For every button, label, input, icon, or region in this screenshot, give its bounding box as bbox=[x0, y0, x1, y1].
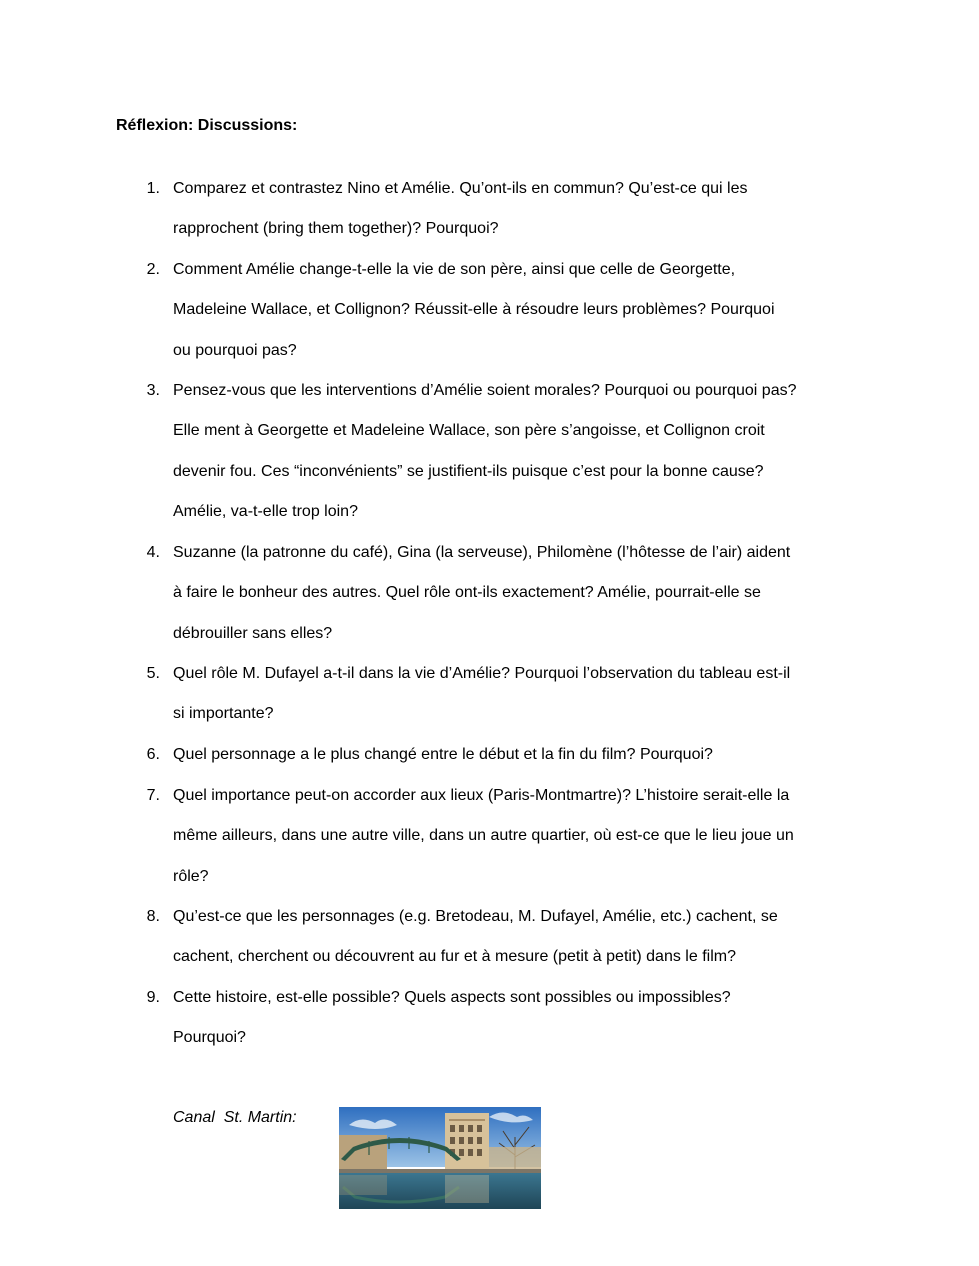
question-line: même ailleurs, dans une autre ville, dans un autre quartier, où est-ce que le lieu joue un bbox=[173, 827, 794, 845]
question-line: Suzanne (la patronne du café), Gina (la serveuse), Philomène (l’hôtesse de l’air) aident bbox=[173, 544, 791, 561]
question-line: Elle ment à Georgette et Madeleine Wallace, son père s’angoisse, et Collignon croit bbox=[173, 422, 765, 440]
question-line: ou pourquoi pas? bbox=[173, 341, 297, 359]
question-number: 1. bbox=[146, 180, 160, 197]
question-line: Cette histoire, est-elle possible? Quels aspects sont possibles ou impossibles? bbox=[173, 989, 731, 1006]
question-line: rapprochent (bring them together)? Pourquoi? bbox=[173, 220, 499, 238]
question-text bbox=[173, 776, 873, 897]
question-text bbox=[173, 735, 873, 775]
question-line: Pourquoi? bbox=[173, 1029, 246, 1047]
question-line: devenir fou. Ces “inconvénients” se justifient-ils puisque c’est pour la bonne cause? bbox=[173, 462, 764, 480]
question-text bbox=[173, 169, 873, 250]
question-text bbox=[173, 371, 873, 533]
question-text bbox=[173, 250, 873, 371]
question-line: Quel rôle M. Dufayel a-t-il dans la vie d’Amélie? Pourquoi l’observation du tableau est-il bbox=[173, 665, 791, 682]
question-number: 8. bbox=[146, 908, 160, 925]
question-line: Amélie, va-t-elle trop loin? bbox=[173, 503, 358, 521]
question-line: Quel importance peut-on accorder aux lieux (Paris-Montmartre)? L’histoire serait-elle la bbox=[173, 787, 790, 804]
question-text bbox=[173, 978, 873, 1059]
question-line: Comment Amélie change-t-elle la vie de son père, ainsi que celle de Georgette, bbox=[173, 261, 736, 278]
question-number: 9. bbox=[146, 989, 160, 1006]
question-text bbox=[173, 654, 873, 735]
question-number: 7. bbox=[146, 787, 160, 804]
photo-caption: Canal St. Martin: bbox=[173, 1109, 297, 1126]
question-line: Quel personnage a le plus changé entre le début et la fin du film? Pourquoi? bbox=[173, 746, 713, 763]
question-number: 2. bbox=[146, 261, 160, 278]
question-line: Pensez-vous que les interventions d’Amélie soient morales? Pourquoi ou pourquoi pas? bbox=[173, 382, 797, 399]
question-number: 4. bbox=[146, 544, 160, 561]
question-line: à faire le bonheur des autres. Quel rôle ont-ils exactement? Amélie, pourrait-elle se bbox=[173, 584, 761, 602]
canal-photo bbox=[339, 1107, 541, 1209]
question-line: débrouiller sans elles? bbox=[173, 624, 333, 642]
question-number: 3. bbox=[146, 382, 160, 399]
question-number: 5. bbox=[146, 665, 160, 682]
question-text bbox=[173, 533, 873, 654]
question-line: rôle? bbox=[173, 867, 209, 885]
question-text bbox=[173, 897, 873, 978]
question-line: Madeleine Wallace, et Collignon? Réussit-elle à résoudre leurs problèmes? Pourquoi bbox=[173, 301, 775, 319]
question-line: si importante? bbox=[173, 705, 274, 723]
question-line: Comparez et contrastez Nino et Amélie. Qu’ont-ils en commun? Qu’est-ce qui les bbox=[173, 180, 748, 197]
question-line: Qu’est-ce que les personnages (e.g. Bretodeau, M. Dufayel, Amélie, etc.) cachent, se bbox=[173, 908, 778, 925]
page-heading: Réflexion: Discussions: bbox=[116, 117, 298, 134]
question-line: cachent, cherchent ou découvrent au fur et à mesure (petit à petit) dans le film? bbox=[173, 948, 736, 966]
question-number: 6. bbox=[146, 746, 160, 763]
